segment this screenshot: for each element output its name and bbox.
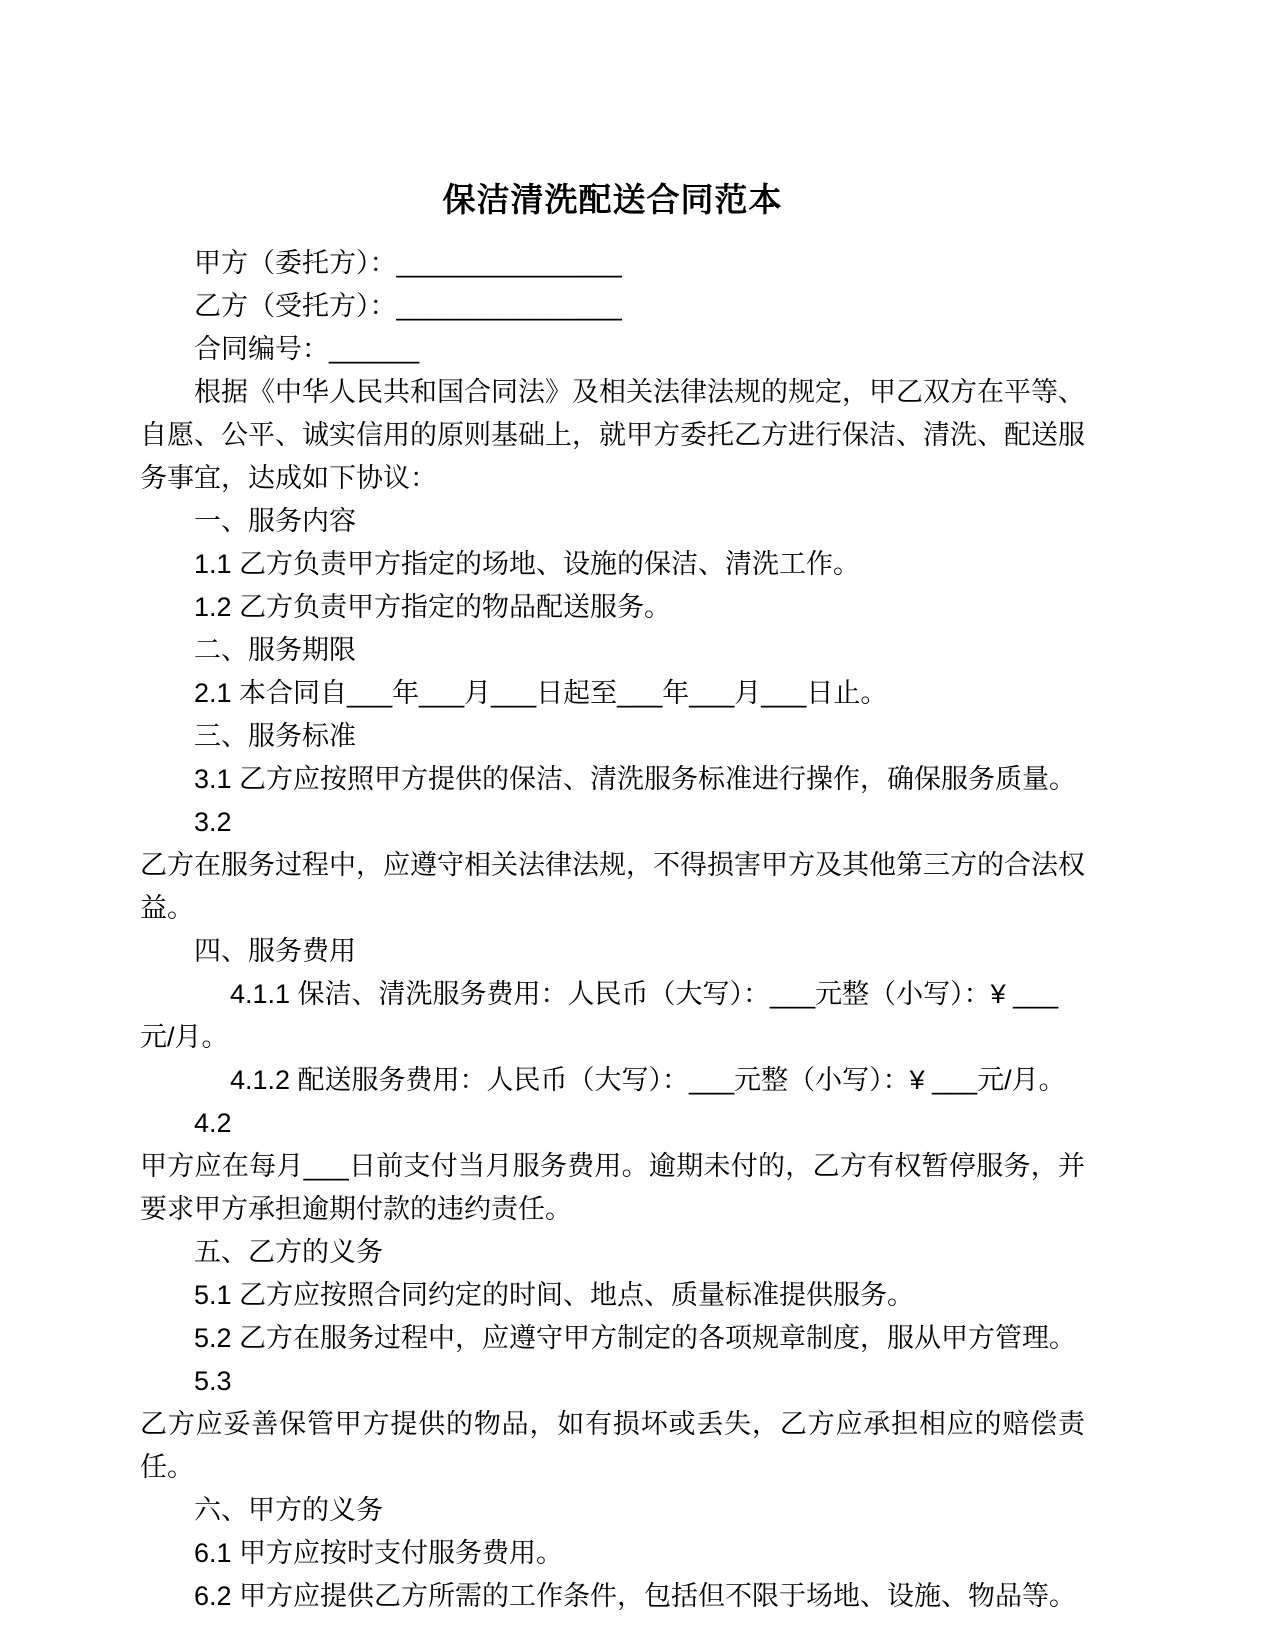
- clause-4-1-2: 4.1.2 配送服务费用：人民币（大写）：___元整（小写）：¥ ___元/月。: [230, 1065, 1066, 1095]
- clause-6-1: 6.1 甲方应按时支付服务费用。: [194, 1538, 564, 1568]
- clause-5-2: 5.2 乙方在服务过程中，应遵守甲方制定的各项规章制度，服从甲方管理。: [194, 1323, 1077, 1353]
- clause-3-1: 3.1 乙方应按照甲方提供的保洁、清洗服务标准进行操作，确保服务质量。: [194, 764, 1077, 794]
- clause-6-2: 6.2 甲方应提供乙方所需的工作条件，包括但不限于场地、设施、物品等。: [194, 1581, 1077, 1611]
- clause-2-1: 2.1 本合同自___年___月___日起至___年___月___日止。: [194, 678, 888, 708]
- contract-number-line: 合同编号：______: [194, 334, 420, 364]
- party-b-line: 乙方（受托方）：_______________: [194, 291, 622, 321]
- section-4-heading: 四、服务费用: [194, 936, 356, 966]
- section-6-heading: 六、甲方的义务: [194, 1495, 383, 1525]
- clause-5-1: 5.1 乙方应按照合同约定的时间、地点、质量标准提供服务。: [194, 1280, 915, 1310]
- contract-body: [140, 242, 1085, 1618]
- clause-5-3-number: 5.3: [194, 1366, 232, 1396]
- section-5-heading: 五、乙方的义务: [194, 1237, 383, 1267]
- clause-3-2-text: 乙方在服务过程中，应遵守相关法律法规，不得损害甲方及其他第三方的合法权益。: [140, 850, 1085, 923]
- contract-content: [140, 178, 1085, 1618]
- clause-1-2: 1.2 乙方负责甲方指定的物品配送服务。: [194, 592, 672, 622]
- page-title: 保洁清洗配送合同范本: [442, 181, 783, 218]
- section-1-heading: 一、服务内容: [194, 506, 356, 536]
- party-a-line: 甲方（委托方）：_______________: [194, 248, 622, 278]
- clause-1-1: 1.1 乙方负责甲方指定的场地、设施的保洁、清洗工作。: [194, 549, 861, 579]
- clause-4-1-1: 4.1.1 保洁、清洗服务费用：人民币（大写）：___元整（小写）：¥ ___元/月。: [140, 979, 1059, 1052]
- clause-4-2-number: 4.2: [194, 1108, 232, 1138]
- section-2-heading: 二、服务期限: [194, 635, 356, 665]
- clause-5-3-text: 乙方应妥善保管甲方提供的物品，如有损坏或丢失，乙方应承担相应的赔偿责任。: [140, 1409, 1085, 1482]
- preamble-paragraph: 根据《中华人民共和国合同法》及相关法律法规的规定，甲乙双方在平等、自愿、公平、诚实信用的原则基础上，就甲方委托乙方进行保洁、清洗、配送服务事宜，达成如下协议：: [140, 377, 1085, 493]
- clause-3-2-number: 3.2: [194, 807, 232, 837]
- section-3-heading: 三、服务标准: [194, 721, 356, 751]
- clause-4-2-text: 甲方应在每月___日前支付当月服务费用。逾期未付的，乙方有权暂停服务，并要求甲方承担逾期付款的违约责任。: [140, 1151, 1085, 1224]
